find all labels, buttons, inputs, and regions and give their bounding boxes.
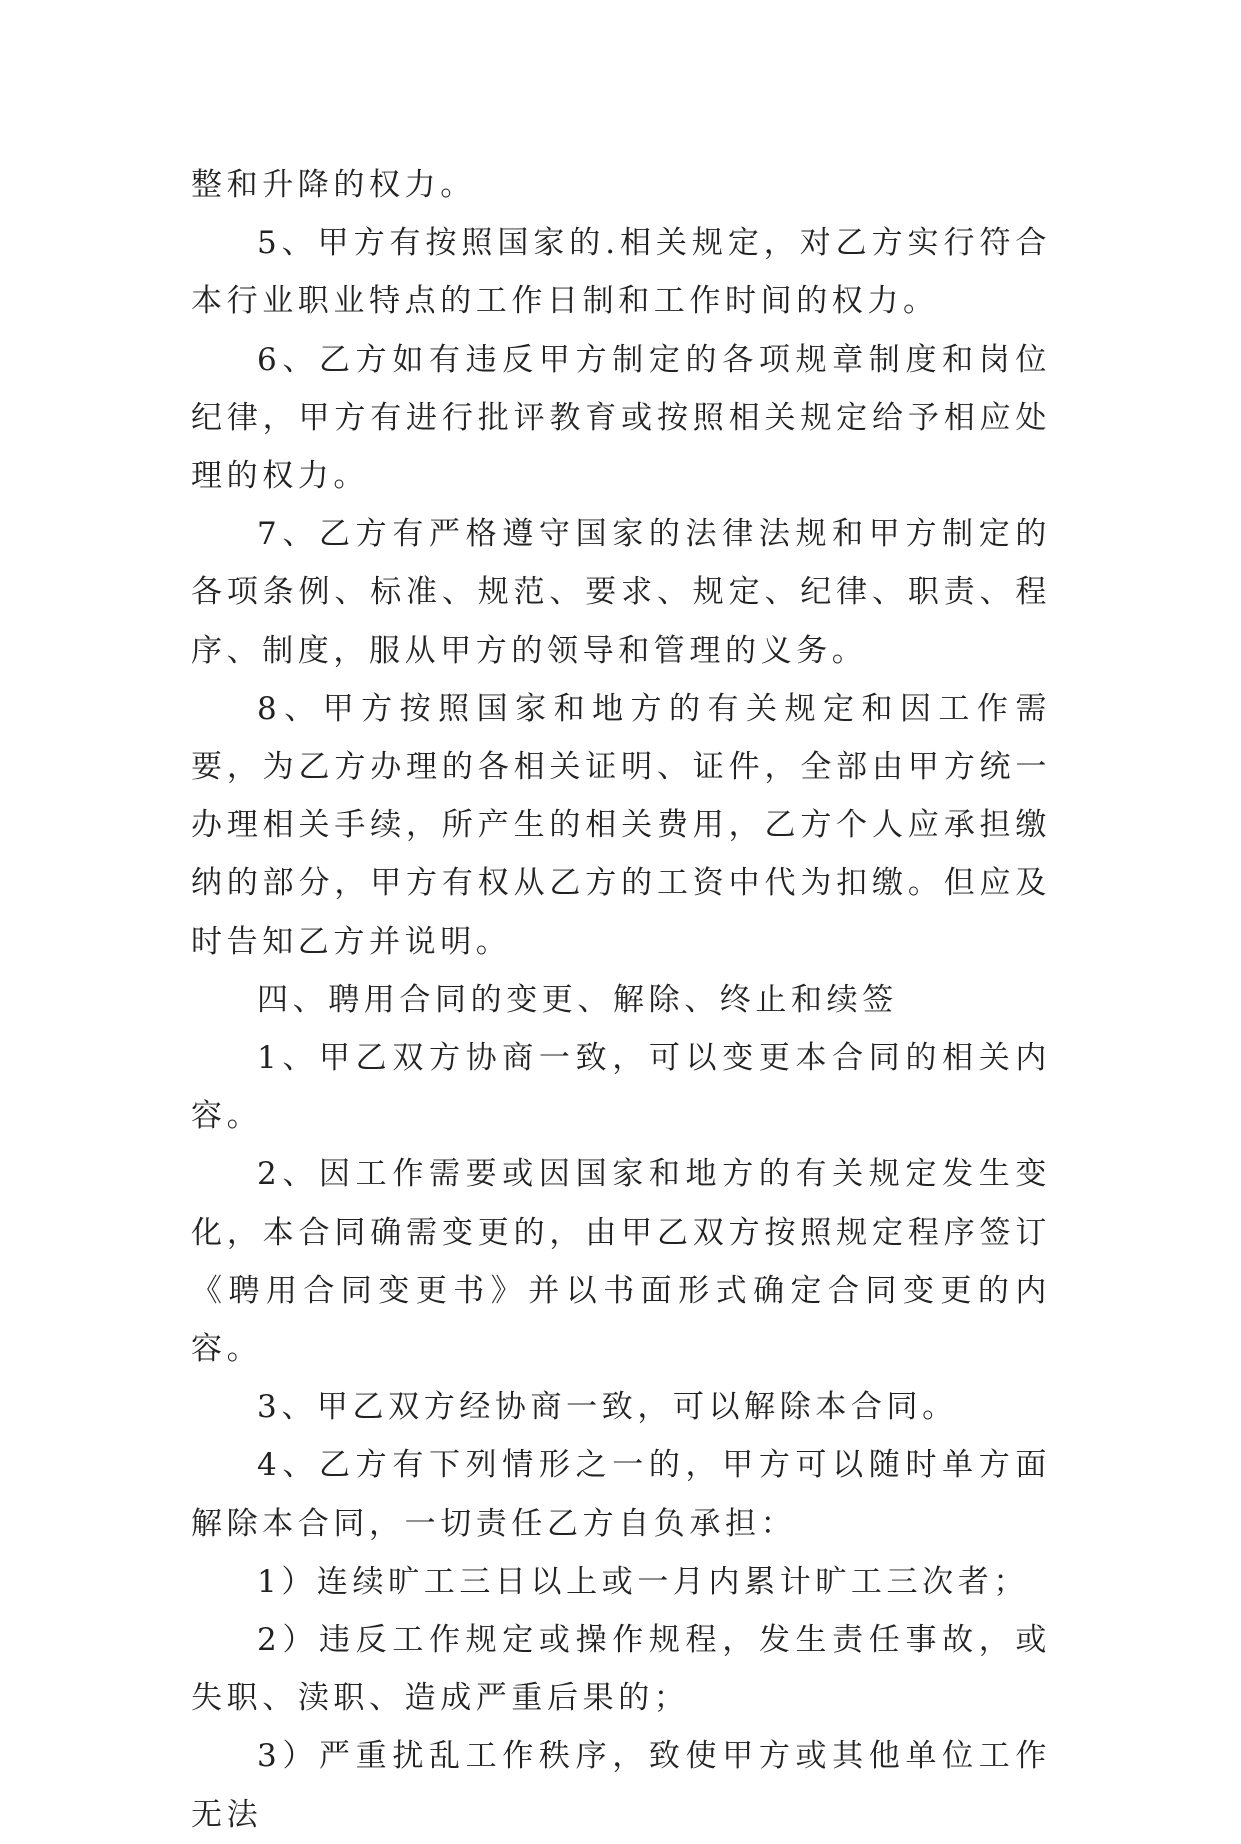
paragraph: 5、甲方有按照国家的.相关规定，对乙方实行符合本行业职业特点的工作日制和工作时间的权力。 — [191, 225, 1051, 320]
paragraph: 7、乙方有严格遵守国家的法律法规和甲方制定的各项条例、标准、规范、要求、规定、纪律、职责、程序、制度，服从甲方的领导和管理的义务。 — [191, 516, 1051, 669]
list-item: 2）违反工作规定或操作规程，发生责任事故，或失职、渎职、造成严重后果的； — [191, 1622, 1051, 1717]
paragraph: 6、乙方如有违反甲方制定的各项规章制度和岗位纪律，甲方有进行批评教育或按照相关规定给予相应处理的权力。 — [191, 341, 1051, 495]
list-item: 1）连续旷工三日以上或一月内累计旷工三次者； — [257, 1563, 1029, 1600]
list-item: 3）严重扰乱工作秩序，致使甲方或其他单位工作无法 — [191, 1738, 1051, 1833]
paragraph: 8、甲方按照国家和地方的有关规定和因工作需要，为乙方办理的各相关证明、证件，全部由甲方统一办理相关手续，所产生的相关费用，乙方个人应承担缴纳的部分，甲方有权从乙方的工资中代为扣缴。但应及时告知乙方并说明。 — [191, 690, 1051, 960]
section-heading: 四、聘用合同的变更、解除、终止和续签 — [257, 981, 898, 1018]
paragraph: 2、因工作需要或因国家和地方的有关规定发生变化，本合同确需变更的，由甲乙双方按照规定程序签订《聘用合同变更书》并以书面形式确定合同变更的内容。 — [191, 1156, 1051, 1368]
paragraph: 3、甲乙双方经协商一致，可以解除本合同。 — [257, 1389, 958, 1426]
document-body — [191, 156, 1051, 1844]
paragraph: 整和升降的权力。 — [191, 167, 476, 203]
paragraph: 4、乙方有下列情形之一的，甲方可以随时单方面解除本合同，一切责任乙方自负承担： — [191, 1447, 1051, 1542]
paragraph: 1、甲乙双方协商一致，可以变更本合同的相关内容。 — [191, 1040, 1051, 1135]
